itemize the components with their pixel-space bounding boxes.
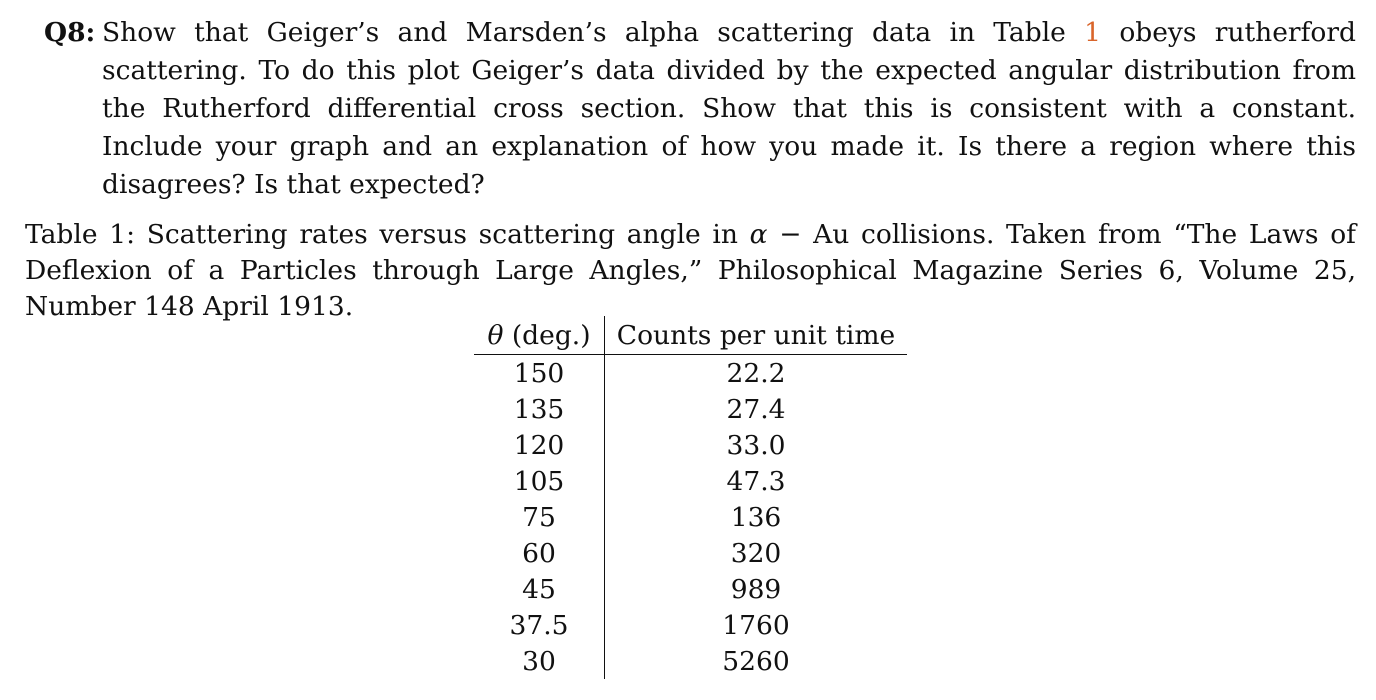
- counts-cell: 5260: [722, 645, 790, 677]
- header-counts: Counts per unit time: [605, 316, 908, 355]
- theta-cell: 75: [474, 499, 605, 535]
- table-body: [474, 355, 907, 680]
- table-caption: [25, 217, 1356, 325]
- table-row: [474, 355, 907, 392]
- theta-cell: 60: [474, 535, 605, 571]
- question-text: [102, 14, 1356, 204]
- alpha-symbol: α: [749, 219, 768, 250]
- counts-cell: 136: [730, 501, 782, 533]
- question-text-after: obeys rutherford scattering. To do this plot Geiger’s data divided by the expected angular distribution from the Rutherford differential cross section. Show that this is consistent with a constant. Include your graph and an explanation of how you made it. Is there a region where this disagrees? Is that expected?: [102, 17, 1356, 200]
- caption-text: Au collisions. Taken from “The Laws of Deflexion of a Particles through Large Angles,” Philosophical Magazine Series 6, Volume 25, Number 148 April 1913.: [25, 219, 1356, 322]
- counts-cell: 1760: [722, 609, 790, 641]
- header-theta: [474, 316, 605, 355]
- question-label: Q8:: [44, 17, 96, 48]
- table-reference-link[interactable]: 1: [1084, 17, 1102, 48]
- table-row: [474, 391, 907, 427]
- scattering-data-table: [474, 316, 907, 679]
- theta-cell: 30: [474, 643, 605, 679]
- question-text-before: Show that Geiger’s and Marsden’s alpha scattering data in Table: [102, 17, 1066, 48]
- counts-cell: 22.2: [726, 357, 786, 389]
- table-row: [474, 463, 907, 499]
- theta-cell: 120: [474, 427, 605, 463]
- theta-unit: (deg.): [511, 319, 591, 351]
- counts-cell: 989: [730, 573, 782, 605]
- table-row: [474, 535, 907, 571]
- counts-cell: 27.4: [726, 393, 786, 425]
- theta-cell: 37.5: [474, 607, 605, 643]
- caption-dash: −: [767, 219, 814, 250]
- table-header-row: [474, 316, 907, 355]
- counts-cell: 47.3: [726, 465, 786, 497]
- theta-cell: 45: [474, 571, 605, 607]
- table-row: [474, 499, 907, 535]
- counts-cell: 33.0: [726, 429, 786, 461]
- table-row: [474, 607, 907, 643]
- caption-prefix: Table 1: Scattering rates versus scattering angle in: [25, 219, 738, 250]
- theta-cell: 105: [474, 463, 605, 499]
- table-row: [474, 427, 907, 463]
- theta-cell: 135: [474, 391, 605, 427]
- theta-cell: 150: [474, 355, 605, 392]
- theta-symbol: θ: [487, 319, 504, 351]
- question-block: [44, 14, 1356, 204]
- table-row: [474, 643, 907, 679]
- table-row: [474, 571, 907, 607]
- counts-cell: 320: [730, 537, 782, 569]
